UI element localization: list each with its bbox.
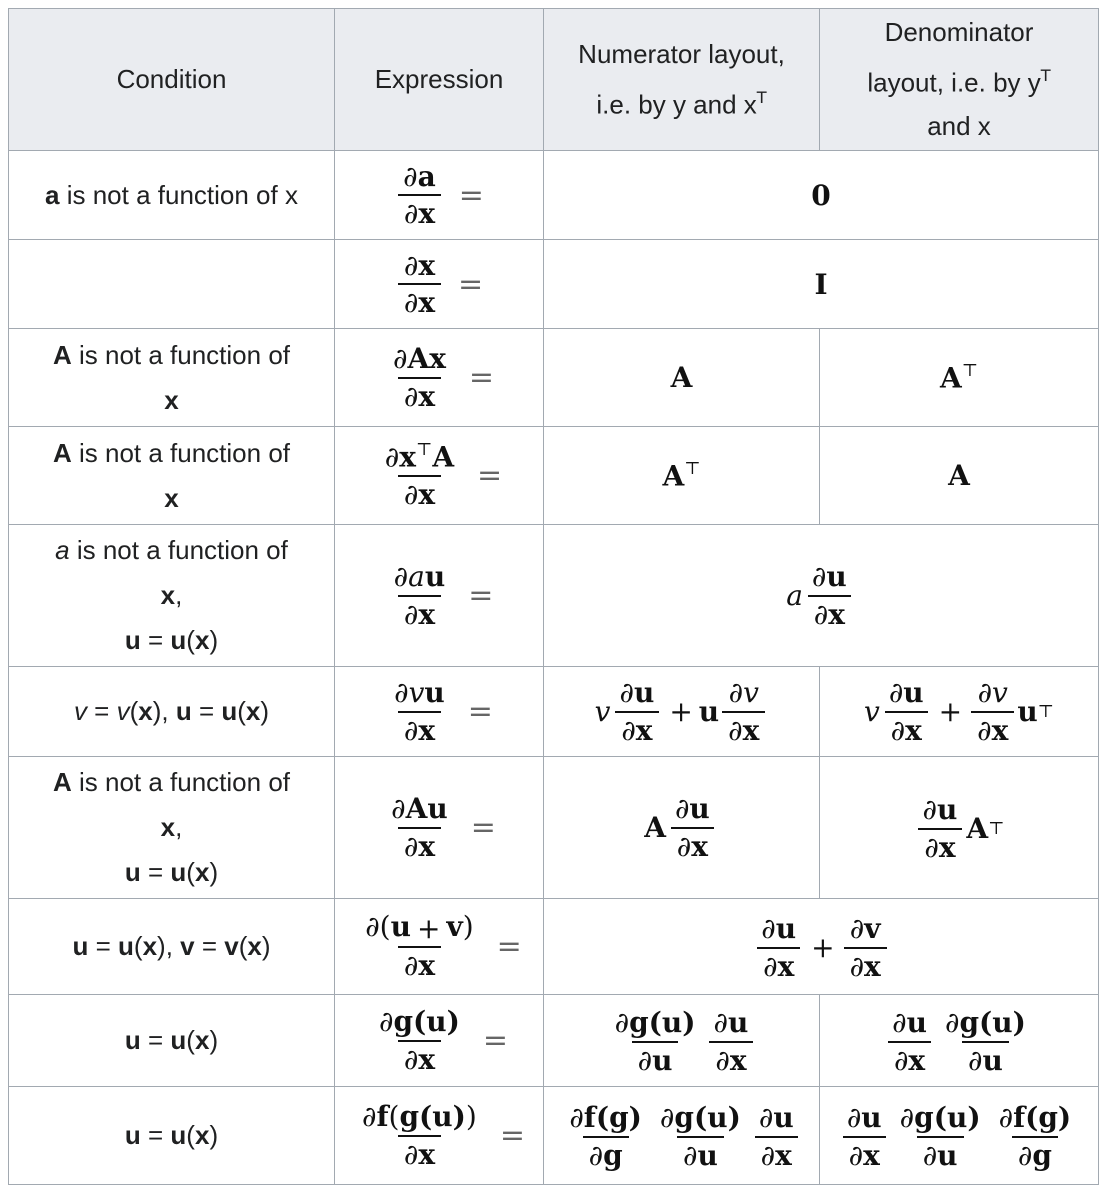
derivative-identities-table	[8, 8, 1099, 1185]
table-row	[9, 757, 1099, 899]
expression-cell: $\frac{\partial(u + v)}{\partial x}$ =	[335, 899, 544, 995]
table-row	[9, 667, 1099, 757]
table-row	[9, 151, 1099, 240]
table-row	[9, 1087, 1099, 1185]
expression-cell: $\frac{\partial f(g(u))}{\partial x}$ =	[335, 1087, 544, 1185]
denominator-result-cell: A⊤	[820, 329, 1099, 427]
expression-cell: $\frac{\partial x^⊤A}{\partial x}$ =	[335, 427, 544, 525]
numerator-result-cell: A⊤	[544, 427, 820, 525]
result-cell-shared: I	[544, 240, 1099, 329]
numerator-result-cell: A	[544, 329, 820, 427]
condition-cell: A is not a function of x	[9, 427, 335, 525]
expression-cell: $\frac{\partial Au}{\partial x}$ =	[335, 757, 544, 899]
expression-cell: $\frac{\partial vu}{\partial x}$ =	[335, 667, 544, 757]
condition-cell: A is not a function of x	[9, 329, 335, 427]
expression-cell: $\frac{\partial x}{\partial x}$ =	[335, 240, 544, 329]
condition-cell: u = u(x)	[9, 995, 335, 1087]
condition-cell: v = v(x), u = u(x)	[9, 667, 335, 757]
denominator-result-cell: A	[820, 427, 1099, 525]
table-row	[9, 899, 1099, 995]
denominator-result-cell: v $\frac{\partial u}{\partial x}$ + $\frac{\partial v}{\partial x}$ u ⊤	[820, 667, 1099, 757]
result-cell-shared: a $\frac{\partial u}{\partial x}$	[544, 525, 1099, 667]
numerator-result-cell: A $\frac{\partial u}{\partial x}$	[544, 757, 820, 899]
numerator-result-cell: v $\frac{\partial u}{\partial x}$ + u $\frac{\partial v}{\partial x}$	[544, 667, 820, 757]
condition-cell: u = u(x), v = v(x)	[9, 899, 335, 995]
result-cell-shared: 0	[544, 151, 1099, 240]
expression-cell: $\frac{\partial Ax}{\partial x}$ =	[335, 329, 544, 427]
header-row	[9, 9, 1099, 151]
numerator-result-cell: $\frac{\partial f(g)}{\partial g}$ $\frac{\partial g(u)}{\partial u}$ $\frac{\partial u}{\partial x}$	[544, 1087, 820, 1185]
condition-cell	[9, 240, 335, 329]
condition-cell: a is not a function of x, u = u(x)	[9, 525, 335, 667]
denominator-result-cell: $\frac{\partial u}{\partial x}$ $\frac{\partial g(u)}{\partial u}$ $\frac{\partial f(g)}{\partial g}$	[820, 1087, 1099, 1185]
denominator-result-cell: $\frac{\partial u}{\partial x}$ $\frac{\partial g(u)}{\partial u}$	[820, 995, 1099, 1087]
table-row	[9, 995, 1099, 1087]
result-cell-shared: $\frac{\partial u}{\partial x}$ + $\frac{\partial v}{\partial x}$	[544, 899, 1099, 995]
condition-cell: u = u(x)	[9, 1087, 335, 1185]
table-row	[9, 240, 1099, 329]
table-row	[9, 427, 1099, 525]
header-condition: Condition	[9, 9, 335, 151]
header-numerator-layout: Numerator layout, i.e. by y and $x^T$	[544, 9, 820, 151]
numerator-result-cell: $\frac{\partial g(u)}{\partial u}$ $\frac{\partial u}{\partial x}$	[544, 995, 820, 1087]
header-denominator-layout: Denominator layout, i.e. by $y^T$ and x	[820, 9, 1099, 151]
expression-cell: $\frac{\partial a}{\partial x}$ =	[335, 151, 544, 240]
expression-cell: $\frac{\partial au}{\partial x}$ =	[335, 525, 544, 667]
table-row	[9, 329, 1099, 427]
condition-cell: A is not a function of x, u = u(x)	[9, 757, 335, 899]
expression-cell: $\frac{\partial g(u)}{\partial x}$ =	[335, 995, 544, 1087]
denominator-result-cell: $\frac{\partial u}{\partial x}$ A ⊤	[820, 757, 1099, 899]
table-row	[9, 525, 1099, 667]
condition-cell: a is not a function of x	[9, 151, 335, 240]
header-expression: Expression	[335, 9, 544, 151]
